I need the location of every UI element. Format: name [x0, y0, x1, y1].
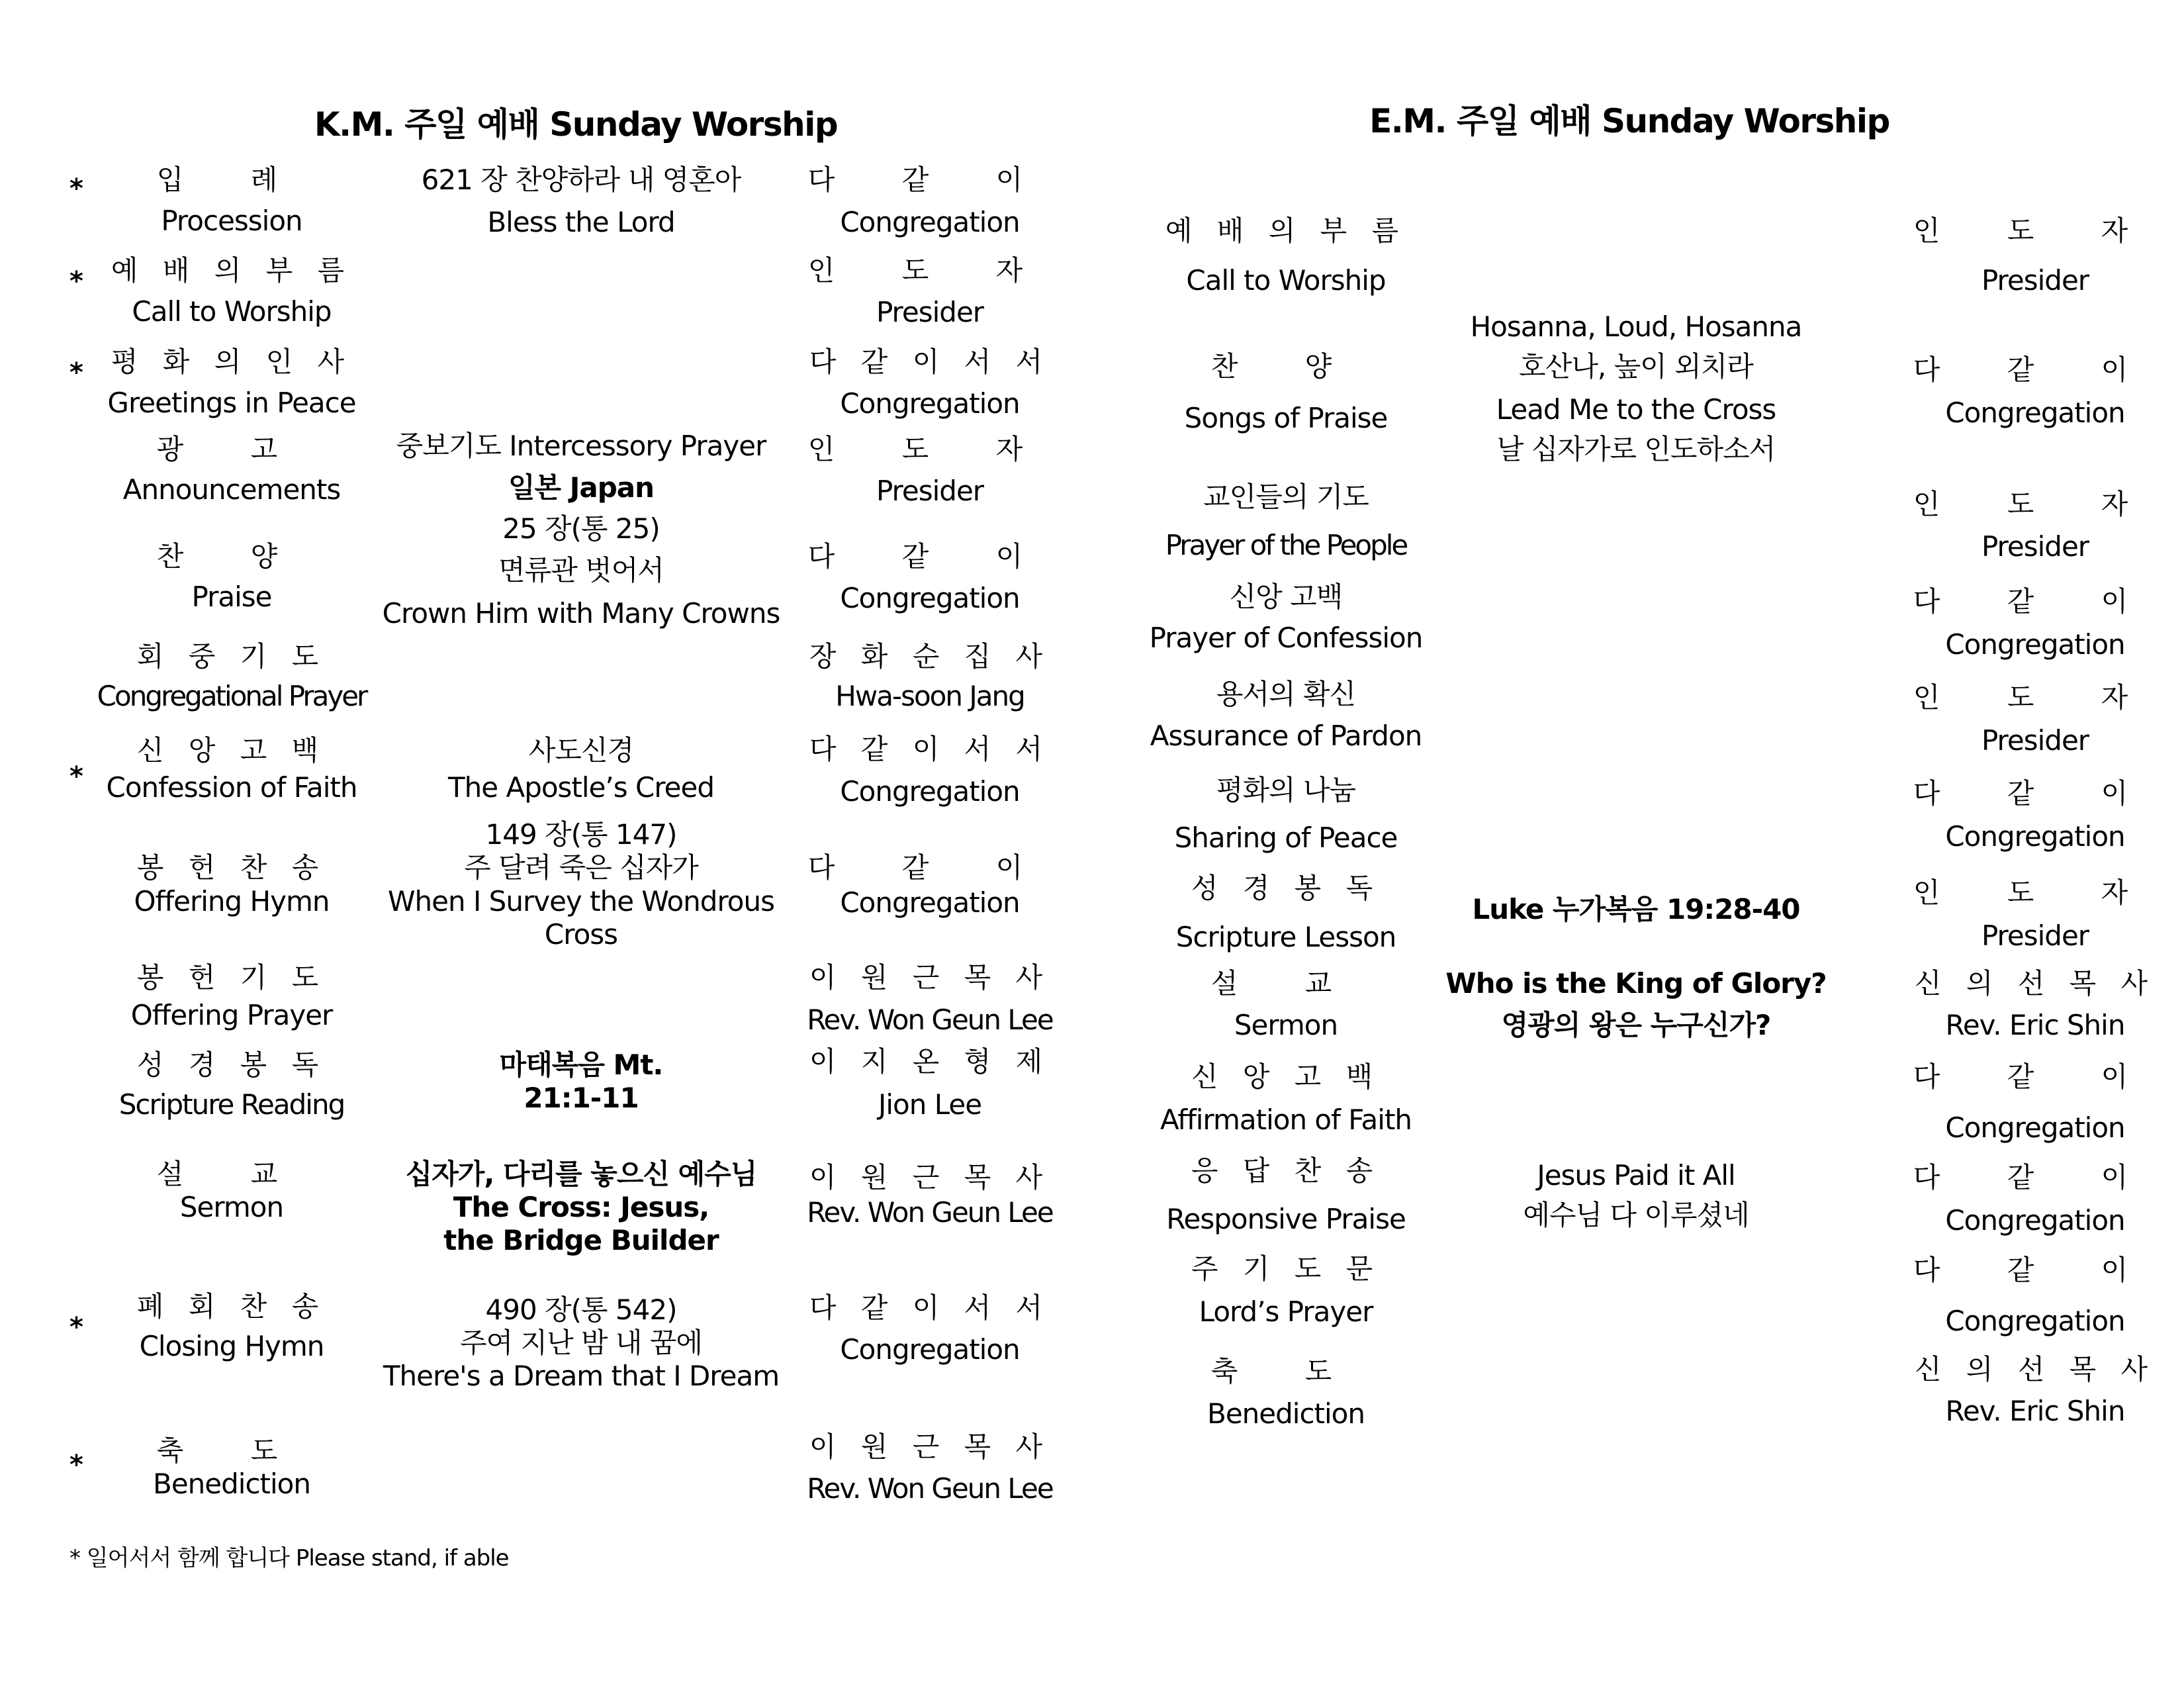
em-leader-ko: 인 도 자	[1913, 214, 2158, 247]
km-element-en: Closing Hymn	[139, 1330, 324, 1362]
km-element-en: Benediction	[153, 1468, 310, 1500]
em-leader-ko: 다 같 이	[1913, 1161, 2158, 1194]
em-leader-en: Congregation	[1945, 820, 2125, 853]
em-element-en: Sharing of Peace	[1174, 821, 1398, 854]
km-element-en: Praise	[191, 581, 272, 613]
km-detail: 중보기도 Intercessory Prayer	[396, 430, 766, 462]
km-detail: The Cross: Jesus,	[453, 1191, 709, 1223]
km-element-ko: 신 앙 고 백	[136, 734, 327, 767]
km-leader-en: Rev. Won Geun Lee	[807, 1004, 1053, 1036]
km-detail: 사도신경	[528, 734, 634, 767]
km-leader-en: Presider	[876, 296, 984, 328]
km-element-ko: 봉 헌 찬 송	[136, 851, 327, 884]
em-element-en: Sermon	[1234, 1009, 1338, 1041]
km-leader-en: Congregation	[840, 582, 1020, 614]
km-element-en: Offering Hymn	[134, 885, 330, 917]
km-leader-en: Rev. Won Geun Lee	[807, 1196, 1053, 1229]
em-leader-ko: 신 의 선 목 사	[1914, 1353, 2156, 1385]
km-leader-en: Jion Lee	[878, 1088, 982, 1121]
km-element-en: Congregational Prayer	[97, 680, 367, 712]
km-detail: 마태복음 Mt.	[499, 1049, 663, 1081]
km-leader-ko: 이 원 근 목 사	[809, 1430, 1051, 1463]
km-element-en: Sermon	[179, 1191, 284, 1223]
km-leader-ko: 인 도 자	[807, 433, 1052, 465]
em-leader-ko: 다 같 이	[1913, 777, 2158, 810]
km-element-en: Announcements	[122, 473, 341, 506]
em-element-ko: 평화의 나눔	[1216, 774, 1356, 806]
em-element-ko: 교인들의 기도	[1203, 481, 1369, 513]
km-leader-en: Presider	[876, 475, 984, 507]
km-element-en: Offering Prayer	[130, 999, 333, 1031]
km-leader-ko: 다 같 이 서 서	[809, 733, 1051, 765]
km-leader-ko: 이 지 온 형 제	[809, 1045, 1051, 1078]
km-detail: 십자가, 다리를 놓으신 예수님	[405, 1158, 757, 1190]
stand-marker: *	[69, 173, 83, 204]
km-element-ko: 찬 양	[156, 540, 307, 573]
km-detail: 621 장 찬양하라 내 영혼아	[421, 164, 741, 196]
em-element-ko: 응 답 찬 송	[1191, 1154, 1381, 1187]
stand-marker: *	[69, 761, 83, 792]
em-element-en: Responsive Praise	[1166, 1203, 1406, 1235]
km-element-ko: 설 교	[156, 1158, 307, 1190]
em-element-ko: 용서의 확신	[1216, 678, 1356, 710]
km-detail: 주여 지난 밤 내 꿈에	[460, 1327, 702, 1359]
km-leader-ko: 다 같 이 서 서	[809, 346, 1051, 378]
km-element-ko: 예 배 의 부 름	[111, 254, 353, 287]
em-element-ko: 성 경 봉 독	[1191, 872, 1381, 904]
km-leader-ko: 장 화 순 집 사	[809, 640, 1051, 673]
em-element-ko: 예 배 의 부 름	[1165, 214, 1407, 247]
km-leader-en: Congregation	[840, 775, 1020, 808]
km-element-en: Confession of Faith	[106, 771, 357, 804]
stand-marker: *	[69, 357, 83, 388]
em-title: E.M. 주일 예배 Sunday Worship	[1369, 102, 1889, 140]
em-element-en: Call to Worship	[1186, 264, 1386, 297]
km-detail: Crown Him with Many Crowns	[382, 597, 780, 630]
km-detail: 주 달려 죽은 십자가	[464, 851, 698, 884]
km-detail: 면류관 벗어서	[498, 554, 664, 586]
em-detail: Who is the King of Glory?	[1445, 967, 1827, 1000]
km-detail: Cross	[544, 918, 618, 951]
km-detail: The Apostle’s Creed	[447, 771, 715, 804]
km-leader-ko: 다 같 이	[807, 851, 1052, 884]
em-leader-ko: 신 의 선 목 사	[1914, 967, 2156, 1000]
km-leader-en: Congregation	[840, 206, 1020, 238]
km-leader-ko: 이 원 근 목 사	[809, 961, 1051, 994]
em-element-ko: 설 교	[1210, 967, 1361, 1000]
km-leader-ko: 다 같 이	[807, 540, 1052, 573]
em-leader-en: Presider	[1981, 919, 2089, 952]
km-detail: 149 장(통 147)	[485, 818, 677, 851]
km-leader-ko: 다 같 이 서 서	[809, 1291, 1051, 1324]
em-leader-ko: 다 같 이	[1913, 1254, 2158, 1286]
stand-marker: *	[69, 1312, 83, 1342]
em-element-en: Assurance of Pardon	[1150, 720, 1422, 752]
km-detail: Bless the Lord	[487, 206, 675, 238]
em-leader-en: Rev. Eric Shin	[1945, 1009, 2125, 1041]
stand-marker: *	[69, 1450, 83, 1480]
em-detail: Hosanna, Loud, Hosanna	[1470, 310, 1802, 343]
em-leader-ko: 다 같 이	[1913, 585, 2158, 618]
em-detail: 호산나, 높이 외치라	[1519, 350, 1753, 383]
km-leader-en: Congregation	[840, 387, 1020, 420]
em-element-en: Prayer of Confession	[1149, 622, 1423, 654]
km-detail: 21:1-11	[523, 1082, 639, 1114]
em-element-en: Prayer of the People	[1165, 529, 1407, 561]
em-leader-ko: 인 도 자	[1913, 681, 2158, 714]
km-element-en: Call to Worship	[132, 295, 332, 328]
km-detail: There's a Dream that I Dream	[383, 1360, 780, 1392]
km-element-ko: 폐 회 찬 송	[136, 1290, 327, 1323]
km-leader-ko: 다 같 이	[807, 164, 1052, 196]
km-element-en: Procession	[161, 205, 302, 237]
km-detail: the Bridge Builder	[443, 1224, 719, 1256]
em-element-en: Songs of Praise	[1184, 402, 1388, 434]
km-leader-en: Hwa-soon Jang	[835, 680, 1024, 712]
em-detail: Jesus Paid it All	[1537, 1159, 1735, 1192]
em-element-en: Scripture Lesson	[1175, 921, 1396, 953]
em-leader-ko: 인 도 자	[1913, 876, 2158, 909]
em-leader-en: Rev. Eric Shin	[1945, 1395, 2125, 1427]
em-leader-en: Congregation	[1945, 1305, 2125, 1337]
km-title: K.M. 주일 예배 Sunday Worship	[314, 105, 838, 144]
km-detail: When I Survey the Wondrous	[387, 885, 775, 917]
em-leader-en: Presider	[1981, 724, 2089, 757]
em-element-ko: 주 기 도 문	[1191, 1252, 1381, 1285]
km-leader-ko: 이 원 근 목 사	[809, 1161, 1051, 1194]
em-leader-ko: 다 같 이	[1913, 353, 2158, 386]
em-leader-en: Presider	[1981, 264, 2089, 297]
em-element-en: Benediction	[1207, 1397, 1365, 1430]
km-element-en: Greetings in Peace	[107, 387, 356, 419]
km-detail: 일본 Japan	[508, 471, 655, 504]
km-element-en: Scripture Reading	[118, 1088, 345, 1121]
em-detail: Luke 누가복음 19:28-40	[1472, 893, 1800, 925]
em-detail: 예수님 다 이루셨네	[1523, 1199, 1749, 1231]
em-detail: Lead Me to the Cross	[1496, 393, 1776, 426]
km-element-ko: 입 례	[156, 164, 307, 196]
em-element-en: Affirmation of Faith	[1160, 1103, 1412, 1136]
km-element-ko: 성 경 봉 독	[136, 1049, 327, 1081]
em-element-ko: 신앙 고백	[1229, 581, 1343, 613]
km-leader-en: Congregation	[840, 886, 1020, 919]
km-leader-en: Congregation	[840, 1333, 1020, 1366]
km-detail: 25 장(통 25)	[502, 512, 660, 545]
em-leader-en: Congregation	[1945, 1204, 2125, 1237]
km-element-ko: 평 화 의 인 사	[111, 346, 353, 378]
em-element-ko: 축 도	[1210, 1355, 1361, 1387]
em-leader-en: Congregation	[1945, 628, 2125, 661]
em-detail: 영광의 왕은 누구신가?	[1501, 1009, 1771, 1041]
em-leader-ko: 인 도 자	[1913, 488, 2158, 520]
km-leader-en: Rev. Won Geun Lee	[807, 1472, 1053, 1505]
em-element-en: Lord’s Prayer	[1199, 1295, 1373, 1328]
km-element-ko: 회 중 기 도	[136, 640, 327, 673]
em-detail: 날 십자가로 인도하소서	[1496, 433, 1776, 465]
em-element-ko: 찬 양	[1210, 350, 1361, 383]
km-element-ko: 봉 헌 기 도	[136, 961, 327, 994]
km-element-ko: 축 도	[156, 1434, 307, 1467]
em-leader-en: Congregation	[1945, 397, 2125, 429]
km-leader-ko: 인 도 자	[807, 254, 1052, 287]
stand-marker: *	[69, 266, 83, 297]
em-leader-en: Presider	[1981, 530, 2089, 563]
km-element-ko: 광 고	[156, 433, 307, 465]
em-leader-ko: 다 같 이	[1913, 1060, 2158, 1093]
em-leader-en: Congregation	[1945, 1111, 2125, 1144]
em-element-ko: 신 앙 고 백	[1191, 1060, 1381, 1093]
standing-footnote: * 일어서서 함께 합니다 Please stand, if able	[69, 1545, 509, 1571]
km-detail: 490 장(통 542)	[485, 1293, 677, 1326]
